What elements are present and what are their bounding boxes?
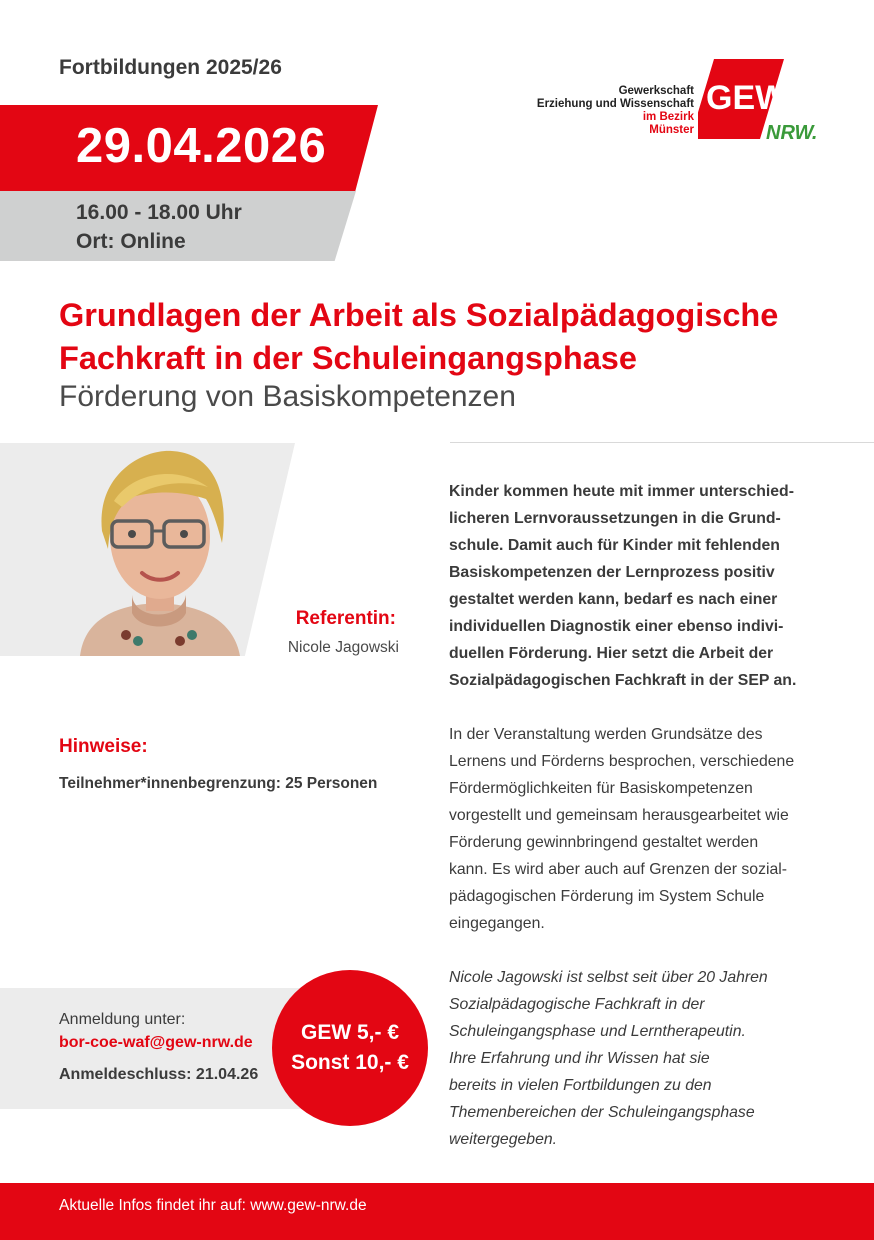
- description-line: Basiskompetenzen der Lernprozess positiv: [449, 564, 775, 581]
- description-line: Kinder kommen heute mit immer unterschied-: [449, 483, 794, 500]
- speaker-name: Nicole Jagowski: [287, 639, 399, 656]
- description-line: vorgestellt und gemeinsam herausgearbeitet wie: [449, 807, 789, 824]
- description-line: pädagogischen Förderung im System Schule: [449, 888, 765, 905]
- course-title-line-2: Fachkraft in der Schuleingangsphase: [59, 340, 637, 376]
- logo-mark-text: GEW: [706, 79, 788, 117]
- course-title-line-1: Grundlagen der Arbeit als Sozialpädagogische: [59, 297, 779, 333]
- gew-logo: [530, 55, 830, 145]
- logo-line-1: Gewerkschaft: [618, 85, 694, 97]
- price-other: Sonst 10,- €: [291, 1051, 409, 1074]
- paragraph-gap: [449, 937, 821, 964]
- description-intro: [449, 478, 821, 694]
- description-line: Lernens und Förderns besprochen, verschiedene: [449, 753, 795, 770]
- series-title: Fortbildungen 2025/26: [59, 56, 282, 79]
- price-badge: [272, 970, 428, 1126]
- description-line: Förderung gewinnbringend gestaltet werden: [449, 834, 759, 851]
- logo-line-2: Erziehung und Wissenschaft: [536, 98, 694, 110]
- notes-label: Hinweise:: [59, 736, 148, 757]
- paragraph-gap: [449, 694, 821, 721]
- logo-line-3: im Bezirk: [642, 111, 694, 123]
- description-line: Sozialpädagogischen Fachkraft in der SEP an.: [449, 672, 797, 689]
- description-line: kann. Es wird aber auch auf Grenzen der sozial-: [449, 861, 788, 878]
- gew-mark-icon: [698, 55, 828, 145]
- registration-email-link[interactable]: bor-coe-waf@gew-nrw.de: [59, 1034, 253, 1051]
- price-member: GEW 5,- €: [300, 1021, 400, 1044]
- bio-line: Nicole Jagowski ist selbst seit über 20 Jahren: [449, 969, 768, 986]
- footer-info-link[interactable]: Aktuelle Infos findet ihr auf: www.gew-nrw.de: [59, 1197, 367, 1214]
- event-time: 16.00 - 18.00 Uhr: [76, 201, 242, 224]
- bio-line: Schuleingangsphase und Lerntherapeutin.: [449, 1023, 746, 1040]
- description: [449, 478, 821, 1153]
- bio-line: Themenbereichen der Schuleingangsphase: [449, 1104, 755, 1121]
- description-line: gestaltet werden kann, bedarf es nach einer: [449, 591, 778, 608]
- event-location: Ort: Online: [76, 230, 186, 253]
- description-line: In der Veranstaltung werden Grundsätze des: [449, 726, 763, 743]
- bio-line: bereits in vielen Fortbildungen zu den: [449, 1077, 712, 1094]
- course-subtitle: Förderung von Basiskompetenzen: [59, 380, 516, 413]
- description-line: schule. Damit auch für Kinder mit fehlenden: [449, 537, 780, 554]
- logo-text: [537, 85, 694, 137]
- event-date: 29.04.2026: [76, 119, 327, 173]
- logo-region-text: NRW.: [766, 122, 818, 144]
- description-line: Fördermöglichkeiten für Basiskompetenzen: [449, 780, 753, 797]
- description-line: licheren Lernvoraussetzungen in die Grund-: [449, 510, 781, 527]
- bio-line: Sozialpädagogische Fachkraft in der: [449, 996, 705, 1013]
- description-body: [449, 721, 821, 937]
- registration-label: Anmeldung unter:: [59, 1011, 186, 1028]
- bio-line: weitergegeben.: [449, 1131, 558, 1148]
- description-line: duellen Förderung. Hier setzt die Arbeit der: [449, 645, 774, 662]
- speaker-portrait: [70, 445, 250, 656]
- registration-deadline: Anmeldeschluss: 21.04.26: [59, 1066, 259, 1083]
- event-time-location: [76, 198, 242, 256]
- course-title: [59, 294, 839, 380]
- logo-line-4: Münster: [649, 124, 694, 136]
- divider: [450, 442, 874, 443]
- speaker-label: Referentin:: [295, 608, 396, 629]
- description-line: eingegangen.: [449, 915, 545, 932]
- description-line: individuellen Diagnostik einer ebenso indivi-: [449, 618, 784, 635]
- bio-line: Ihre Erfahrung und ihr Wissen hat sie: [449, 1050, 710, 1067]
- speaker-bio: [449, 964, 821, 1153]
- participant-limit: Teilnehmer*innenbegrenzung: 25 Personen: [59, 775, 378, 792]
